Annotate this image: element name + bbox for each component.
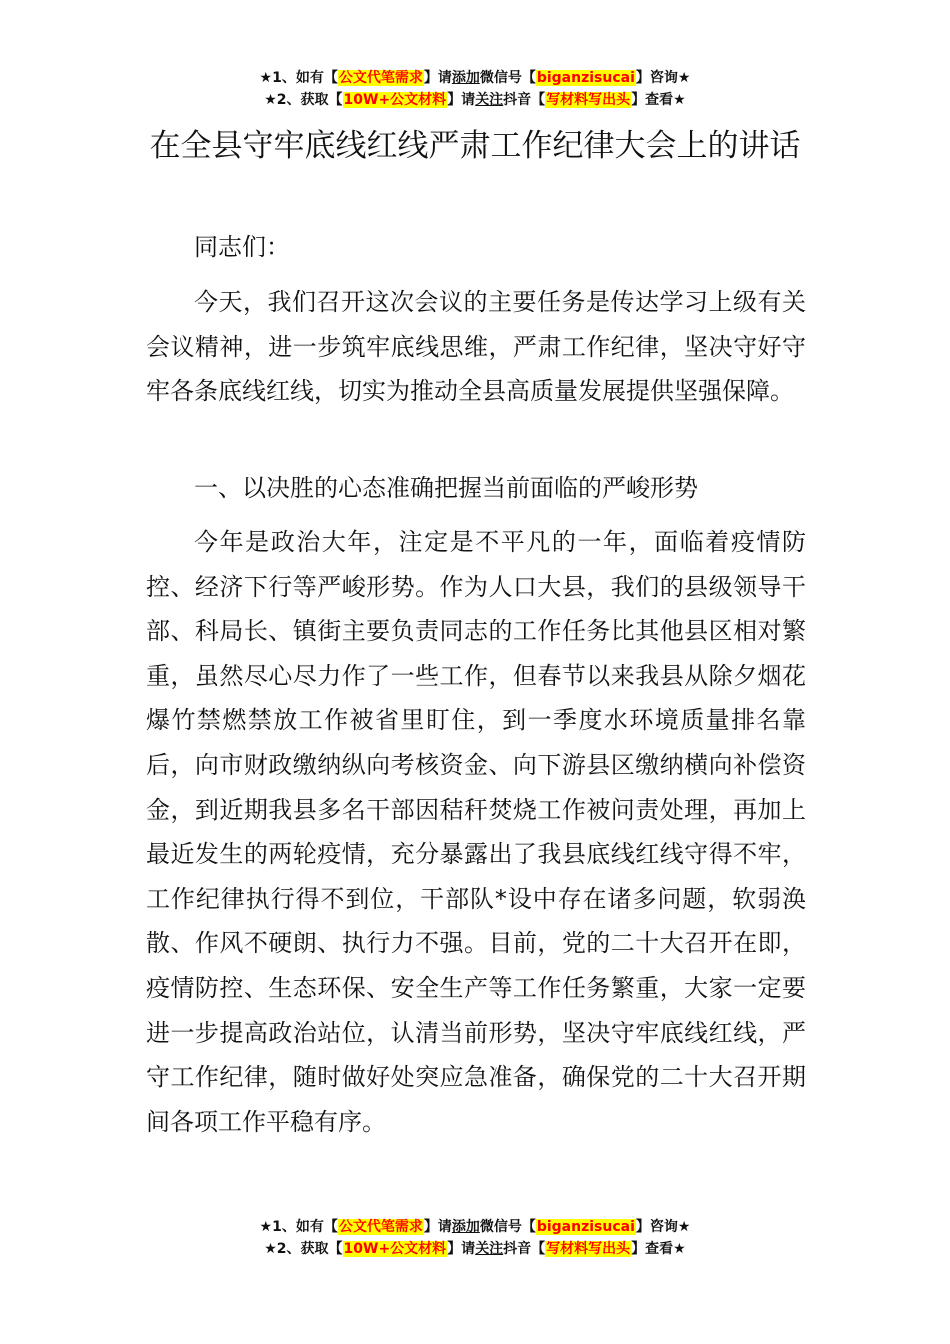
douyin-account-highlight: 写材料写出头	[546, 1241, 631, 1257]
promo-highlight: 公文代笔需求	[338, 70, 423, 86]
promo-highlight: 公文代笔需求	[338, 1219, 423, 1235]
salutation: 同志们：	[194, 233, 290, 261]
document-title: 在全县守牢底线红线严肃工作纪律大会上的讲话	[149, 128, 801, 164]
promo-line-1: ★1、如有【公文代笔需求】请添加微信号【biganzisucai】咨询★	[259, 70, 691, 86]
promo-highlight: 10W+公文材料	[343, 1241, 447, 1257]
paragraph-2: 今年是政治大年，注定是不平凡的一年，面临着疫情防控、经济下行等严峻形势。作为人口大县，我们的县级领导干部、科局长、镇街主要负责同志的工作任务比其他县区相对繁重，虽然尽心尽力作了一些工作，但春节以来我县从除夕烟花爆竹禁燃禁放工作被省里盯住，到一季度水环境质量排名靠后，向市财政缴纳纵向考核资金、向下游县区缴纳横向补偿资金，到近期我县多名干部因秸秆焚烧工作被问责处理，再加上最近发生的两轮疫情，充分暴露出了我县底线红线守得不牢，工作纪律执行得不到位，干部队*设中存在诸多问题，软弱涣散、作风不硬朗、执行力不强。目前，党的二十大召开在即，疫情防控、生态环保、安全生产等工作任务繁重，大家一定要进一步提高政治站位，认清当前形势，坚决守牢底线红线，严守工作纪律，随时做好处突应急准备，确保党的二十大召开期间各项工作平稳有序。	[146, 528, 806, 1136]
promo-banner-top	[0, 67, 950, 111]
douyin-account-highlight: 写材料写出头	[546, 92, 631, 108]
section-heading-1: 一、以决胜的心态准确把握当前面临的严峻形势	[194, 474, 698, 502]
wechat-id-highlight: biganzisucai	[536, 1219, 635, 1235]
wechat-id-highlight: biganzisucai	[536, 70, 635, 86]
promo-line-2: ★2、获取【10W+公文材料】请关注抖音【写材料写出头】查看★	[264, 92, 686, 108]
promo-line-2: ★2、获取【10W+公文材料】请关注抖音【写材料写出头】查看★	[264, 1241, 686, 1257]
promo-banner-bottom	[0, 1216, 950, 1260]
paragraph-1: 今天，我们召开这次会议的主要任务是传达学习上级有关会议精神，进一步筑牢底线思维，严肃工作纪律，坚决守好守牢各条底线红线，切实为推动全县高质量发展提供坚强保障。	[146, 288, 806, 406]
promo-line-1: ★1、如有【公文代笔需求】请添加微信号【biganzisucai】咨询★	[259, 1219, 691, 1235]
promo-highlight: 10W+公文材料	[343, 92, 447, 108]
